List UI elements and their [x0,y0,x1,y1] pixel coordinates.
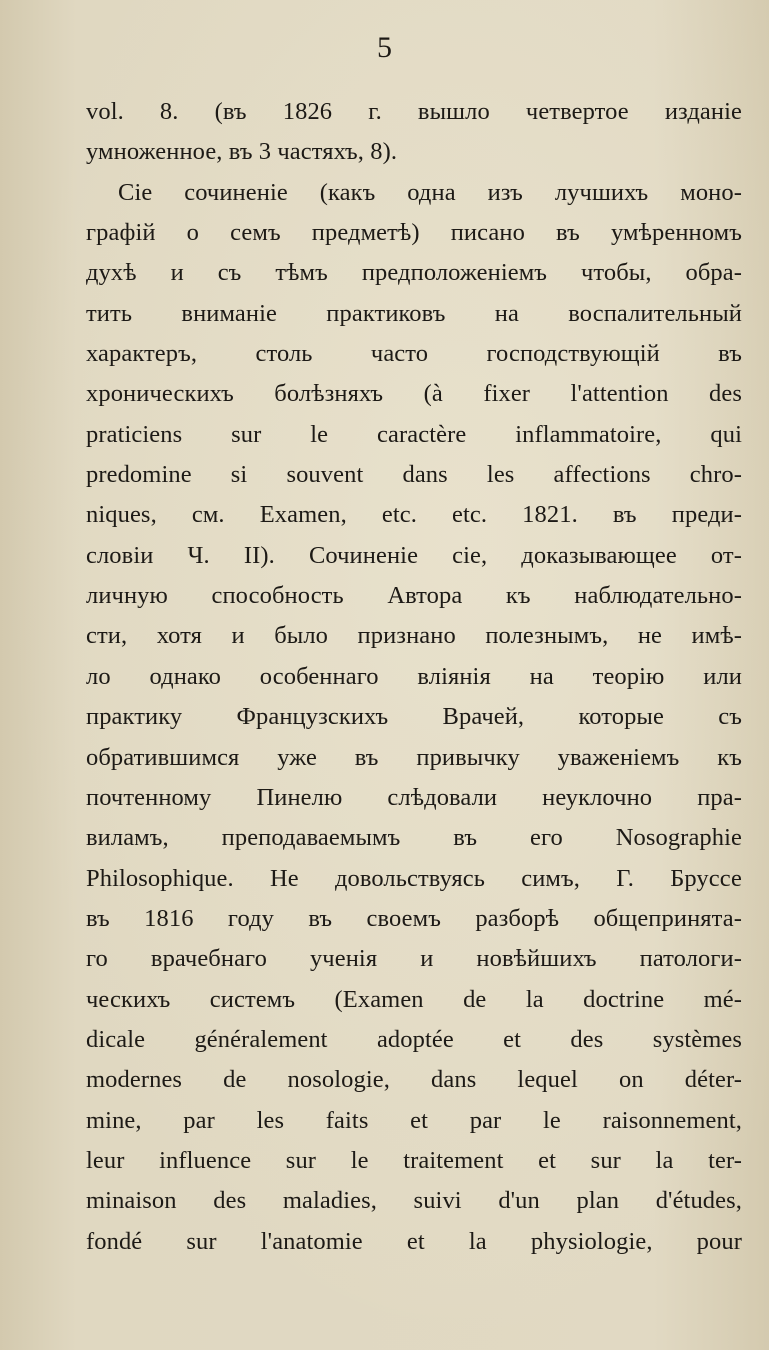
text-line: графій о семъ предметѣ) писано въ умѣренномъ [86,219,742,247]
text-line: leur influence sur le traitement et sur la ter- [86,1146,742,1174]
text-line: predomine si souvent dans les affections chro- [86,461,742,489]
text-line: словіи Ч. II). Сочиненіе сіе, доказывающее от- [86,541,742,569]
text-line: mine, par les faits et par le raisonnement, [86,1106,742,1134]
text-line: личную способность Автора къ наблюдательно- [86,582,742,610]
text-line: го врачебнаго ученія и новѣйшихъ патологи- [86,945,742,973]
text-line: практику Французскихъ Врачей, которые съ [86,703,742,731]
text-line: praticiens sur le caractère inflammatoire, qui [86,420,742,448]
text-line: почтенному Пинелю слѣдовали неуклочно пра- [86,783,742,811]
text-line: духѣ и съ тѣмъ предположеніемъ чтобы, обра- [86,259,742,287]
text-line: ческихъ системъ (Examen de la doctrine mé- [86,985,742,1013]
text-line: сти, хотя и было признано полезнымъ, не имѣ- [86,622,742,650]
text-line: хроническихъ болѣзняхъ (à fixer l'attention des [86,380,742,408]
text-line: dicale généralement adoptée et des systèmes [86,1025,742,1053]
text-line: виламъ, преподаваемымъ въ его Nosographie [86,824,742,852]
text-line: умноженное, въ 3 частяхъ, 8). [86,138,398,166]
page-number: 5 [377,31,392,64]
text-line: тить вниманіе практиковъ на воспалительный [86,299,742,327]
text-line: обратившимся уже въ привычку уваженіемъ къ [86,743,742,771]
text-line: характеръ, столь часто господствующій въ [86,340,742,368]
text-line: ло однако особеннаго вліянія на теорію или [86,662,742,690]
text-line: Philosophique. Не довольствуясь симъ, Г. Бруссе [86,864,742,892]
text-line: vol. 8. (въ 1826 г. вышло четвертое изданіе [86,98,742,125]
text-line: modernes de nosologie, dans lequel on déter- [86,1066,742,1094]
text-line: niques, см. Examen, etc. etc. 1821. въ преди- [86,501,742,529]
text-line: въ 1816 году въ своемъ разборѣ общепринята- [86,904,742,932]
body-text [86,92,742,1262]
text-line: fondé sur l'anatomie et la physiologie, pour [86,1227,742,1255]
text-line: Сіе сочиненіе (какъ одна изъ лучшихъ моно- [118,178,742,206]
text-line: minaison des maladies, suivi d'un plan d'études, [86,1187,742,1215]
